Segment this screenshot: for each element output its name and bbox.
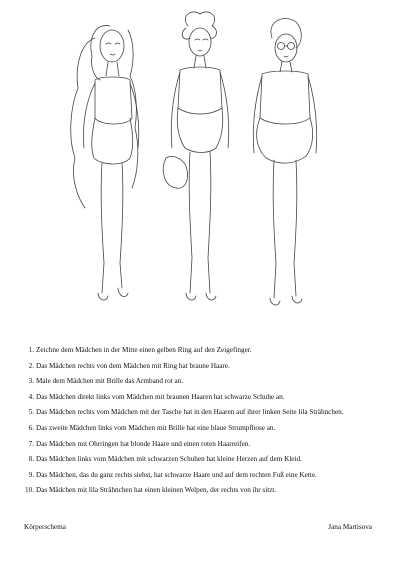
task-number: 10. [25,486,34,495]
task-text: Das Mädchen, das du ganz rechts siehst, hat schwarze Haare und auf dem rechten Fuß eine Kette. [36,470,317,479]
task-item [23,423,383,433]
task-item [23,485,383,495]
task-text: Das Mädchen links vom Mädchen mit schwarzen Schuhen hat kleine Herzen auf dem Kleid. [36,455,302,464]
girl-left-figure [71,26,139,300]
task-item [23,392,383,402]
task-number: 5. [28,408,34,417]
task-number: 2. [28,361,34,370]
task-list [23,345,383,501]
task-text: Das zweite Mädchen links vom Mädchen mit Brille hat eine blaue Strumpfhose an. [36,423,276,432]
task-number: 4. [28,392,34,401]
task-item [23,376,383,386]
footer-title: Körperschema [24,523,66,531]
task-number: 7. [28,439,34,448]
task-text: Das Mädchen mit lila Strähnchen hat einen kleinen Welpen, der rechts von ihr sitzt. [36,486,277,495]
task-text: Das Mädchen rechts von dem Mädchen mit Ring hat braune Haare. [36,361,230,370]
task-item [23,470,383,480]
girl-middle-figure [163,12,228,300]
task-item [23,454,383,464]
task-text: Male dem Mädchen mit Brille das Armband rot an. [36,377,184,386]
girl-right-figure [253,19,316,305]
task-number: 8. [28,455,34,464]
fashion-illustration [40,8,360,328]
page-footer [24,523,372,531]
task-number: 9. [28,470,34,479]
task-text: Zeichne dem Mädchen in der Mitte einen gelben Ring auf den Zeigefinger. [36,346,252,354]
task-number: 6. [28,423,34,432]
task-number: 1. [28,346,34,354]
task-text: Das Mädchen mit Ohrringen hat blonde Haare und einen roten Haarreifen. [36,439,251,448]
task-item [23,407,383,417]
task-text: Das Mädchen direkt links vom Mädchen mit braunen Haaren hat schwarze Schuhe an. [36,392,285,401]
task-item [23,439,383,449]
task-item [23,361,383,371]
task-number: 3. [28,377,34,386]
task-text: Das Mädchen rechts vom Mädchen mit der Tasche hat in den Haaren auf ihrer linken Seite lila Strähnchen. [36,408,344,417]
task-item [23,345,383,355]
footer-author: Jana Martisova [328,523,372,531]
